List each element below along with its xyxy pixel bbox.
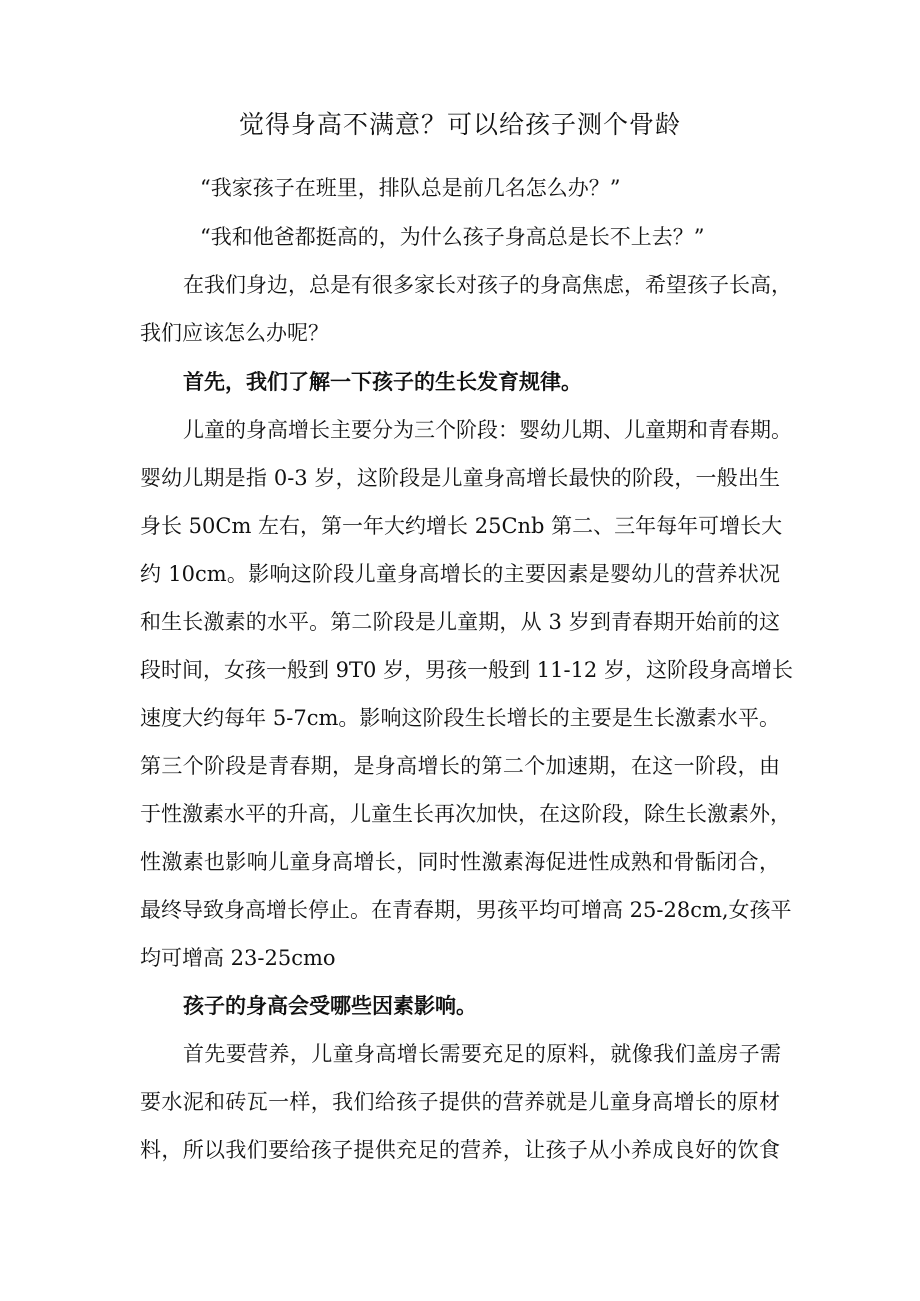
section-heading-height-factors: 孩子的身高会受哪些因素影响。 bbox=[183, 994, 477, 1018]
paragraph-2-line-1: 首先要营养，儿童身高增长需要充足的原料，就像我们盖房子需 bbox=[183, 1042, 781, 1066]
paragraph-1-line-5: 和生长激素的水平。第二阶段是儿童期，从 3 岁到青春期开始前的这 bbox=[140, 610, 780, 634]
paragraph-1-line-3: 身长 50Cm 左右，第一年大约增长 25Cnb 第二、三年每年可增长大 bbox=[140, 514, 783, 538]
paragraph-1-line-7: 速度大约每年 5-7cm。影响这阶段生长增长的主要是生长激素水平。 bbox=[140, 706, 780, 730]
quote-1: “我家孩子在班里，排队总是前几名怎么办？” bbox=[200, 176, 621, 200]
paragraph-1-line-4: 约 10cm。影响这阶段儿童身高增长的主要因素是婴幼儿的营养状况 bbox=[140, 562, 780, 586]
intro-line-1: 在我们身边，总是有很多家长对孩子的身高焦虑，希望孩子长高， bbox=[183, 273, 792, 297]
paragraph-1-line-11: 最终导致身高增长停止。在青春期，男孩平均可增高 25-28cm,女孩平 bbox=[140, 898, 792, 922]
paragraph-1-line-2: 婴幼儿期是指 0-3 岁，这阶段是儿童身高增长最快的阶段，一般出生 bbox=[140, 466, 780, 490]
paragraph-2-line-3: 料，所以我们要给孩子提供充足的营养，让孩子从小养成良好的饮食 bbox=[140, 1138, 780, 1162]
document-title: 觉得身高不满意？可以给孩子测个骨龄 bbox=[238, 110, 681, 139]
paragraph-1-line-1: 儿童的身高增长主要分为三个阶段：婴幼儿期、儿童期和青春期。 bbox=[183, 418, 792, 442]
intro-line-2: 我们应该怎么办呢？ bbox=[140, 321, 329, 345]
paragraph-1-line-10: 性激素也影响儿童身高增长，同时性激素海促进性成熟和骨骺闭合， bbox=[140, 850, 780, 874]
section-heading-growth-pattern: 首先，我们了解一下孩子的生长发育规律。 bbox=[183, 370, 582, 394]
paragraph-1-line-6: 段时间，女孩一般到 9T0 岁，男孩一般到 11-12 岁，这阶段身高增长 bbox=[140, 658, 793, 682]
paragraph-2-line-2: 要水泥和砖瓦一样，我们给孩子提供的营养就是儿童身高增长的原材 bbox=[140, 1090, 780, 1114]
paragraph-1-line-8: 第三个阶段是青春期，是身高增长的第二个加速期，在这一阶段，由 bbox=[140, 754, 780, 778]
quote-2: “我和他爸都挺高的，为什么孩子身高总是长不上去？” bbox=[200, 225, 705, 249]
paragraph-1-line-12: 均可增高 23-25cmo bbox=[140, 946, 336, 970]
paragraph-1-line-9: 于性激素水平的升高，儿童生长再次加快，在这阶段，除生长激素外， bbox=[140, 802, 791, 826]
